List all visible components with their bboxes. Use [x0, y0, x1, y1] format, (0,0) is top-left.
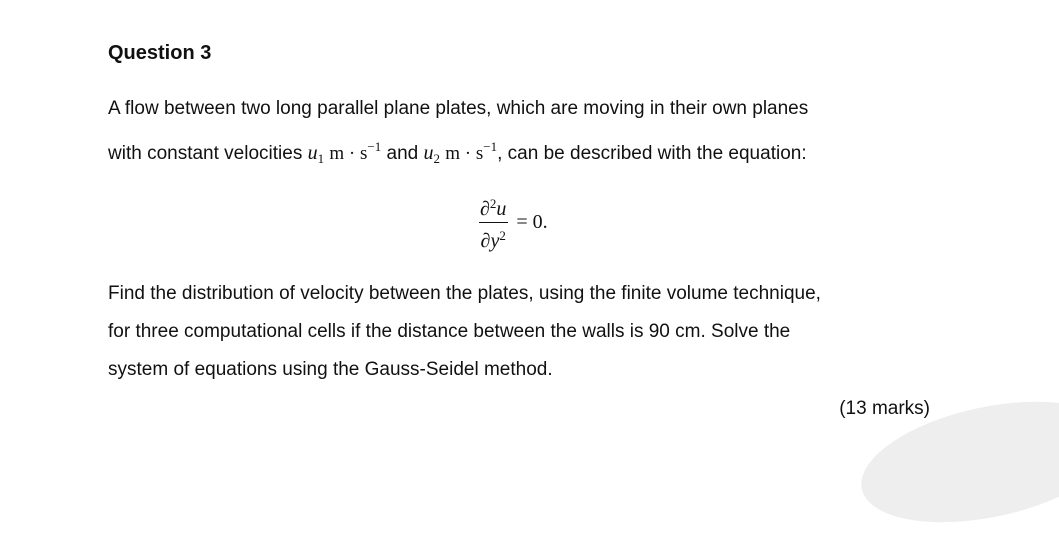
- intro-line-2-start: with constant velocities: [108, 143, 303, 164]
- word-and: and: [386, 143, 419, 164]
- unit-u2: $m \cdot s^{-1}$: [445, 139, 498, 164]
- velocity-u2: $u_2$: [423, 142, 440, 166]
- task-line-2: for three computational cells if the distance between the walls is 90 cm. Solve the: [108, 321, 791, 342]
- intro-paragraph: [108, 90, 808, 178]
- task-line-1: Find the distribution of velocity between the plates, using the finite volume technique,: [108, 283, 821, 304]
- marks-label: (13 marks): [839, 398, 930, 419]
- intro-line-1: A flow between two long parallel plane plates, which are moving in their own planes: [108, 98, 809, 119]
- intro-line-2-end: , can be described with the equation:: [497, 143, 807, 164]
- unit-u1: $m \cdot s^{-1}$: [329, 139, 382, 164]
- velocity-u1: $u_1$: [307, 142, 325, 166]
- second-derivative-fraction: [478, 193, 508, 252]
- fraction-denominator: $\partial y^2$: [479, 222, 508, 252]
- task-line-3: system of equations using the Gauss-Seidel method.: [108, 359, 553, 380]
- question-heading: Question 3: [108, 42, 212, 64]
- intro-line-2: [108, 128, 808, 178]
- task-paragraph: [108, 275, 821, 389]
- governing-equation: [478, 193, 548, 252]
- equation-rhs: = 0.: [516, 211, 548, 233]
- fraction-numerator: ∂$^2$u: [480, 196, 507, 220]
